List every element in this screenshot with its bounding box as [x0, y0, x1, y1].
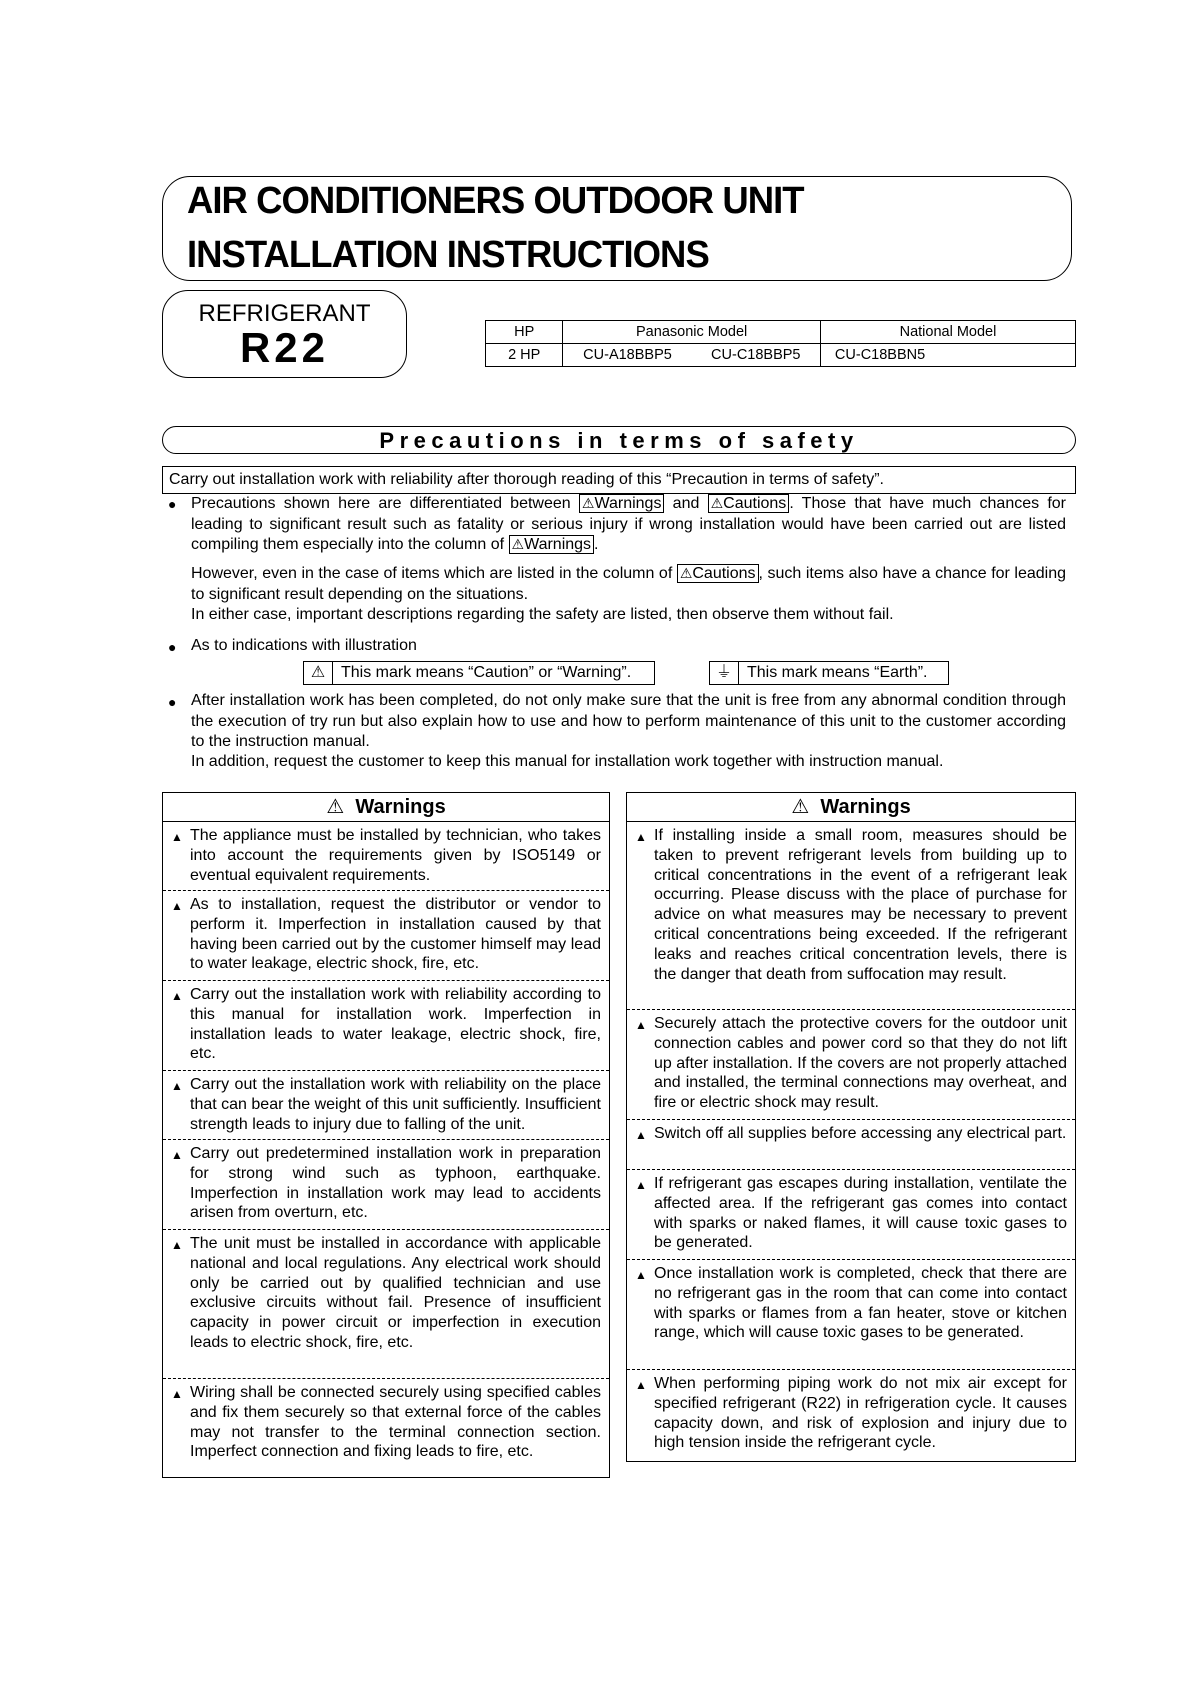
cautions-tag	[677, 564, 759, 583]
triangle-bullet-icon: ▲	[171, 989, 183, 1003]
cautions-tag-label: Cautions	[723, 495, 787, 512]
precautions-paragraph-1	[191, 494, 1066, 556]
header-panasonic-model: Panasonic Model	[563, 321, 821, 344]
triangle-bullet-icon: ▲	[635, 1178, 647, 1192]
warning-triangle-icon: ⚠	[679, 565, 693, 581]
triangle-bullet-icon: ▲	[171, 1079, 183, 1093]
warning-item: ▲ If refrigerant gas escapes during installation, ventilate the affected area. If the refrigerant gas comes into contact with sparks or naked flames, it will cause toxic gases to be generated.	[627, 1170, 1075, 1260]
caution-mark-legend	[303, 661, 655, 685]
warning-item: ▲ Wiring shall be connected securely using specified cables and fix them securely so that external force of the cables may not transfer to the terminal connection section. Imperfect connection and fixing leads to fire, etc.	[171, 1384, 601, 1461]
refrigerant-value: R22	[239, 324, 330, 371]
precautions-paragraph-3: In either case, important descriptions regarding the safety are listed, then observe them without fail.	[191, 606, 894, 623]
warning-triangle-icon: ⚠	[511, 536, 525, 552]
precautions-heading: Precautions in terms of safety	[162, 426, 1076, 454]
triangle-bullet-icon: ▲	[171, 830, 183, 844]
warning-item: ▲ Carry out the installation work with reliability on the place that can bear the weight of this unit sufficiently. Insufficient strength leads to injury due to falling of the unit.	[163, 1071, 609, 1140]
warnings-column-heading	[627, 793, 1075, 822]
caution-mark-text: This mark means “Caution” or “Warning”.	[341, 664, 632, 681]
precautions-paragraph-4: As to indications with illustration	[191, 637, 417, 654]
warnings-column-left	[162, 792, 610, 1478]
cautions-tag-label: Cautions	[692, 565, 756, 582]
header-hp: HP	[486, 321, 563, 344]
cell-national-model: CU-C18BBN5	[820, 344, 1075, 367]
refrigerant-label: REFRIGERANT	[198, 300, 371, 327]
warning-triangle-icon: ⚠	[791, 796, 810, 818]
triangle-bullet-icon: ▲	[635, 1378, 647, 1392]
p1-text-and: and	[672, 495, 700, 512]
precautions-paragraph-2	[191, 564, 1066, 605]
p1-text-b: . Those that have much chances for leading to significant result such as fatality or serious injury if wrong installation would have been carried out are listed compiling them especially into the column of	[191, 495, 1066, 553]
p1-text-end: .	[594, 536, 599, 553]
warning-item: ▲ Once installation work is completed, check that there are no refrigerant gas in the room that can come into contact with sparks or flames from a fan heater, stove or kitchen range, which will cause toxic gases to be generated.	[627, 1260, 1075, 1370]
warning-item: ▲ Switch off all supplies before accessing any electrical part.	[627, 1120, 1075, 1170]
warnings-tag-label: Warnings	[594, 495, 662, 512]
precautions-paragraph-5: After installation work has been completed, do not only make sure that the unit is free from any abnormal condition through the execution of try run but also explain how to use and how to perform maintenance of this unit to the customer according to the instruction manual.	[191, 692, 1066, 750]
warning-triangle-icon: ⚠	[581, 495, 595, 511]
bullet-icon: ●	[168, 639, 177, 655]
warning-item: ▲ The appliance must be installed by technician, who takes into account the requirements given by ISO5149 or eventual equivalent requirements.	[163, 822, 609, 891]
cell-panasonic-model-2: CU-C18BBP5	[692, 344, 821, 367]
model-table-header-row	[486, 321, 1076, 344]
warnings-title: Warnings	[820, 796, 911, 818]
cautions-tag	[708, 494, 790, 513]
triangle-bullet-icon: ▲	[171, 1148, 183, 1162]
warnings-tag	[509, 535, 595, 554]
triangle-bullet-icon: ▲	[171, 1238, 183, 1252]
warning-item: ▲ As to installation, request the distributor or vendor to perform it. Imperfection in installation caused by that having been carried out by the customer himself may lead to water leakage, electric shock, fire, etc.	[163, 891, 609, 981]
triangle-bullet-icon: ▲	[171, 899, 183, 913]
warnings-tag-label: Warnings	[524, 536, 592, 553]
warning-item: ▲ The unit must be installed in accordance with applicable national and local regulations. Any electrical work should only be carried out by qualified technician and use exclusive circuits without fail. Presence of insufficient capacity in power circuit or imperfection in execution leads to electric shock, fire, etc.	[163, 1230, 609, 1379]
model-table	[485, 320, 1076, 367]
warning-triangle-icon: ⚠	[710, 495, 724, 511]
header-national-model: National Model	[820, 321, 1075, 344]
warning-item: ▲ Securely attach the protective covers for the outdoor unit connection cables and power cord so that they do not lift up after installation. If the covers are not properly attached and installed, the terminal connections may overheat, and fire or electric shock may result.	[627, 1010, 1075, 1120]
document-title-line-1: AIR CONDITIONERS OUTDOOR UNIT	[187, 180, 804, 222]
warning-triangle-icon: ⚠	[326, 796, 345, 818]
cell-hp: 2 HP	[486, 344, 563, 367]
warning-triangle-icon: ⚠	[304, 662, 333, 684]
precautions-intro: Carry out installation work with reliability after thorough reading of this “Precaution in terms of safety”.	[162, 466, 1076, 494]
triangle-bullet-icon: ▲	[635, 830, 647, 844]
document-title-line-2: INSTALLATION INSTRUCTIONS	[187, 234, 709, 276]
earth-mark-text: This mark means “Earth”.	[747, 664, 928, 681]
warnings-column-right	[626, 792, 1076, 1462]
precautions-paragraph-6: In addition, request the customer to keep this manual for installation work together with instruction manual.	[191, 753, 944, 770]
warnings-column-heading	[163, 793, 609, 822]
triangle-bullet-icon: ▲	[635, 1018, 647, 1032]
model-table-row	[486, 344, 1076, 367]
warning-item: ▲ Carry out predetermined installation work in preparation for strong wind such as typhoon, earthquake. Imperfection in installation work may lead to accidents arisen from overturn, etc.	[163, 1140, 609, 1230]
bullet-icon: ●	[168, 694, 177, 710]
earth-ground-icon: ⏚	[710, 662, 739, 684]
triangle-bullet-icon: ▲	[635, 1128, 647, 1142]
warning-item: ▲ Carry out the installation work with reliability according to this manual for installation work. Imperfection in installation leads to water leakage, electric shock, fire, etc.	[163, 981, 609, 1071]
p2-text-b: , such items also have a chance for leading to significant result depending on the situations.	[191, 565, 1067, 603]
warning-item: ▲ When performing piping work do not mix air except for specified refrigerant (R22) in refrigeration cycle. It causes capacity down, and risk of explosion and injury due to high tension inside the refrigerant cycle.	[635, 1375, 1067, 1452]
triangle-bullet-icon: ▲	[635, 1268, 647, 1282]
warning-item: ▲ If installing inside a small room, measures should be taken to prevent refrigerant levels from building up to critical concentrations in the event of a refrigerant leak occurring. Please discuss with the place of purchase for advice on what measures may be necessary to prevent critical concentrations being exceeded. If the refrigerant leaks and reaches critical concentration levels, there is the danger that death from suffocation may result.	[627, 822, 1075, 1010]
bullet-icon: ●	[168, 496, 177, 512]
p2-text-a: However, even in the case of items which are listed in the column of	[191, 565, 673, 582]
p1-text-a: Precautions shown here are differentiated between	[191, 495, 571, 512]
cell-panasonic-model-1: CU-A18BBP5	[563, 344, 692, 367]
warnings-tag	[579, 494, 665, 513]
earth-mark-legend	[709, 661, 949, 685]
triangle-bullet-icon: ▲	[171, 1387, 183, 1401]
warnings-title: Warnings	[355, 796, 446, 818]
